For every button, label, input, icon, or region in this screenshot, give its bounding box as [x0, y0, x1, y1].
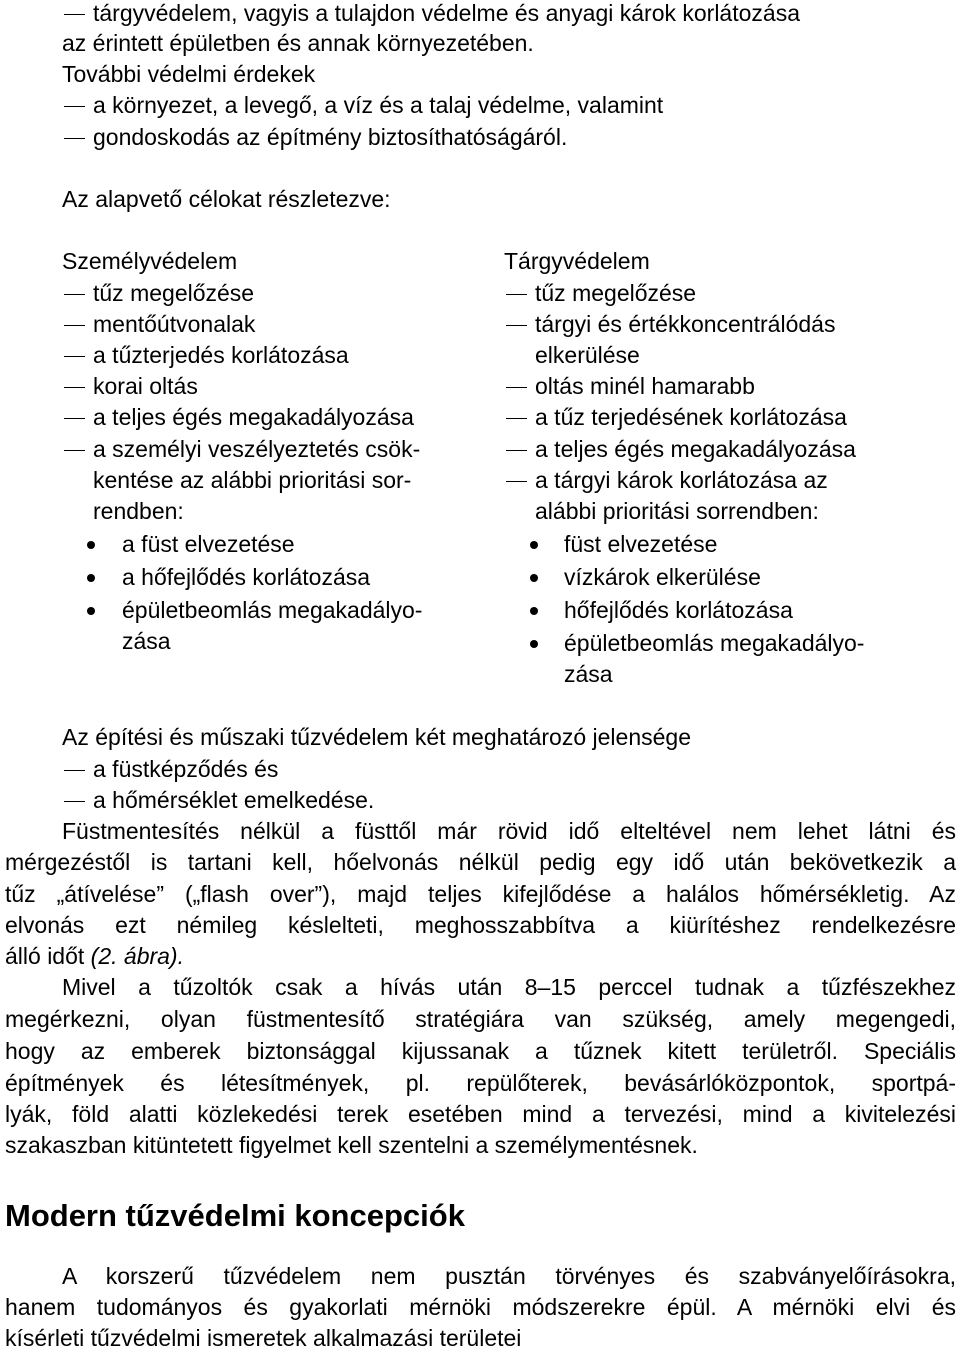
list-item: a környezet, a levegő, a víz és a talaj védelme, valamint — [93, 92, 664, 118]
bullet-item-continuation: zása — [122, 628, 171, 654]
paragraph-line: kísérleti tűzvédelmi ismeretek alkalmazási területei — [5, 1325, 522, 1351]
paragraph-line: hogy az emberek biztonsággal kijussanak a tűznek kitett területről. Speciális — [5, 1038, 956, 1064]
paragraph-line: Mivel a tűzoltók csak a hívás után 8–15 perccel tudnak a tűzfészekhez — [62, 974, 956, 1000]
list-item: mentőútvonalak — [93, 311, 256, 337]
list-item: a személyi veszélyeztetés csök- — [93, 436, 421, 462]
dash-bullet — [64, 14, 85, 15]
figure-reference: (2. ábra). — [90, 943, 184, 969]
bullet-dot — [530, 607, 538, 615]
bullet-item: hőfejlődés korlátozása — [564, 597, 793, 623]
list-item: a füstképződés és — [93, 756, 279, 782]
bullet-item: füst elvezetése — [564, 531, 718, 557]
paragraph-line: megérkezni, olyan füstmentesítő stratégiára van szükség, amely megengedi, — [5, 1006, 956, 1032]
list-item: tárgyvédelem, vagyis a tulajdon védelme és anyagi károk korlátozása — [93, 0, 800, 26]
list-item: a tűzterjedés korlátozása — [93, 342, 349, 368]
dash-bullet — [506, 387, 527, 388]
list-item: a tűz terjedésének korlátozása — [535, 404, 847, 430]
list-item: tűz megelőzése — [93, 280, 255, 306]
paragraph-line: Füstmentesítés nélkül a füsttől már rövid idő elteltével nem lehet látni és — [62, 818, 956, 844]
paragraph-line: hanem tudományos és gyakorlati mérnöki módszerekre épül. A mérnöki elvi és — [5, 1294, 956, 1320]
list-item-continuation: elkerülése — [535, 342, 640, 368]
paragraph-line — [5, 941, 184, 972]
list-item-continuation: rendben: — [93, 498, 184, 524]
dash-bullet — [64, 138, 85, 139]
bullet-item: épületbeomlás megakadályo- — [122, 597, 423, 623]
subheading: További védelmi érdekek — [62, 61, 316, 87]
list-item: a tárgyi károk korlátozása az — [535, 467, 828, 493]
list-item: a teljes égés megakadályozása — [535, 436, 856, 462]
paragraph-line: szakaszban kitüntetett figyelmet kell szentelni a személymentésnek. — [5, 1132, 698, 1158]
dash-bullet — [506, 418, 527, 419]
column-title-left: Személyvédelem — [62, 248, 238, 274]
bullet-dot — [530, 541, 538, 549]
phenomena-heading: Az építési és műszaki tűzvédelem két meghatározó jelensége — [62, 724, 691, 750]
paragraph-line: lyák, föld alatti közlekedési terek esetében mind a tervezési, mind a kivitelezési — [5, 1101, 956, 1127]
dash-bullet — [64, 387, 85, 388]
bullet-item-continuation: zása — [564, 661, 613, 687]
bullet-item: a hőfejlődés korlátozása — [122, 564, 371, 590]
dash-bullet — [506, 450, 527, 451]
dash-bullet — [64, 770, 85, 771]
paragraph-line: tűz „átívelése” („flash over”), majd teljes kifejlődése a halálos hőmérsékletig. Az — [5, 881, 956, 907]
dash-bullet — [64, 325, 85, 326]
paragraph-line: A korszerű tűzvédelem nem pusztán törvényes és szabványelőírásokra, — [62, 1263, 956, 1289]
list-item: korai oltás — [93, 373, 198, 399]
bullet-dot — [87, 607, 95, 615]
column-title-right: Tárgyvédelem — [504, 248, 650, 274]
list-item: tűz megelőzése — [535, 280, 697, 306]
paragraph-text: álló időt — [5, 943, 91, 969]
bullet-dot — [530, 640, 538, 648]
dash-bullet — [506, 481, 527, 482]
paragraph-line: építmények és létesítmények, pl. repülőterek, bevásárlóközpontok, sportpá- — [5, 1070, 956, 1096]
list-item: oltás minél hamarabb — [535, 373, 755, 399]
paragraph-line: mérgezéstől is tartani kell, hőelvonás nélkül pedig egy idő után bekövetkezik a — [5, 849, 956, 875]
bullet-item: a füst elvezetése — [122, 531, 295, 557]
dash-bullet — [64, 356, 85, 357]
dash-bullet — [64, 450, 85, 451]
dash-bullet — [506, 294, 527, 295]
list-item-continuation: az érintett épületben és annak környezetében. — [62, 30, 534, 56]
bullet-dot — [87, 541, 95, 549]
dash-bullet — [64, 106, 85, 107]
section-title: Modern tűzvédelmi koncepciók — [5, 1198, 465, 1233]
list-item-continuation: alábbi prioritási sorrendben: — [535, 498, 819, 524]
dash-bullet — [506, 325, 527, 326]
bullet-dot — [530, 574, 538, 582]
intro-text: Az alapvető célokat részletezve: — [62, 186, 391, 212]
list-item: a teljes égés megakadályozása — [93, 404, 414, 430]
list-item: tárgyi és értékkoncentrálódás — [535, 311, 836, 337]
paragraph-line: elvonás ezt némileg késlelteti, meghosszabbítva a kiürítéshez rendelkezésre — [5, 912, 956, 938]
bullet-item: vízkárok elkerülése — [564, 564, 761, 590]
dash-bullet — [64, 294, 85, 295]
bullet-dot — [87, 574, 95, 582]
list-item-continuation: kentése az alábbi prioritási sor- — [93, 467, 412, 493]
dash-bullet — [64, 801, 85, 802]
bullet-item: épületbeomlás megakadályo- — [564, 630, 865, 656]
dash-bullet — [64, 418, 85, 419]
list-item: a hőmérséklet emelkedése. — [93, 787, 375, 813]
list-item: gondoskodás az építmény biztosíthatóságáról. — [93, 124, 568, 150]
